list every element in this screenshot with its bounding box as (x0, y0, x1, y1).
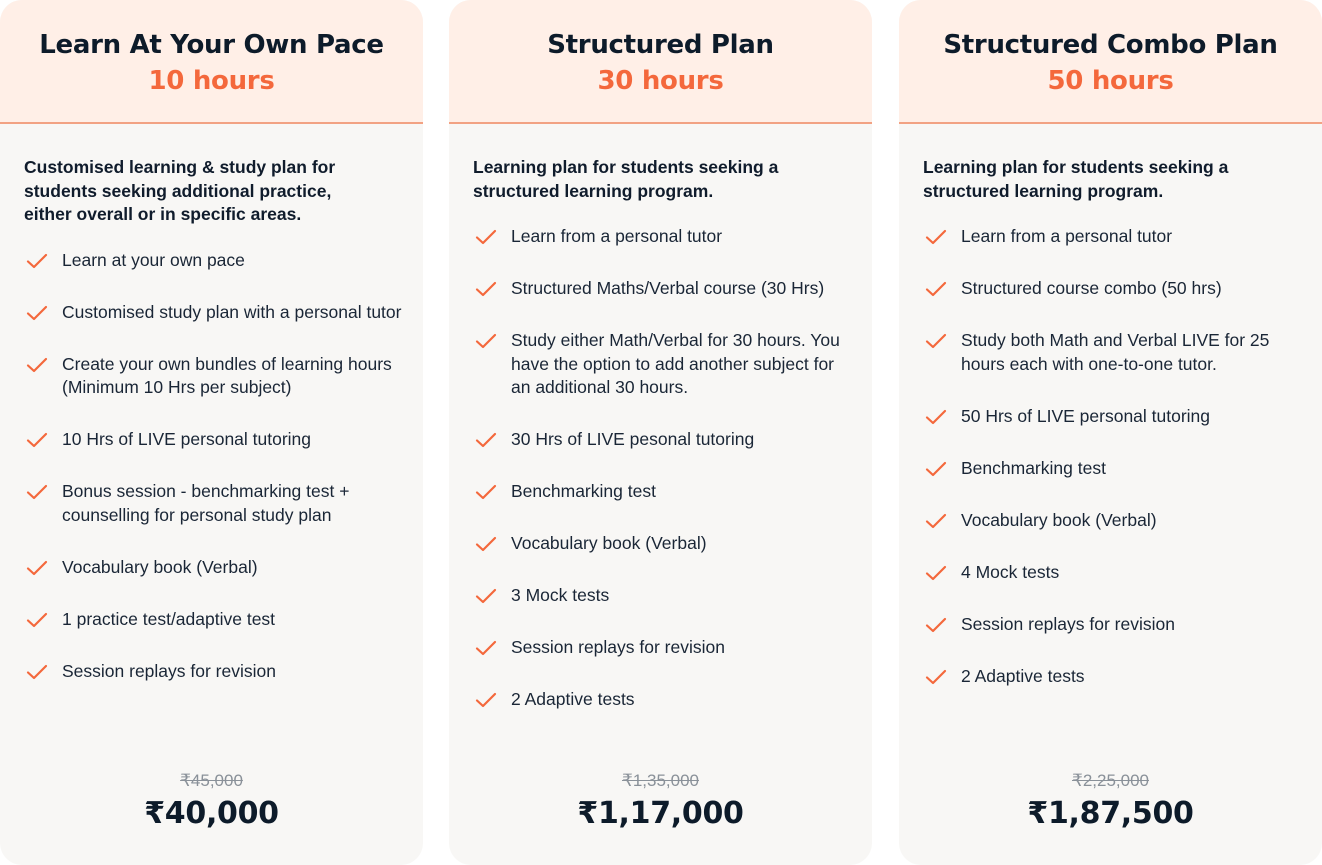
feature-text: Vocabulary book (Verbal) (511, 533, 707, 553)
check-icon (26, 305, 48, 321)
feature-item (24, 353, 402, 400)
check-icon (925, 617, 947, 633)
check-icon (925, 669, 947, 685)
check-icon (475, 333, 497, 349)
plan-description: Learning plan for students seeking a structured learning program. (473, 157, 779, 201)
feature-text: 3 Mock tests (511, 585, 610, 605)
feature-text: Vocabulary book (Verbal) (62, 556, 258, 577)
feature-item (473, 277, 851, 301)
feature-text: 4 Mock tests (961, 561, 1060, 582)
feature-item (923, 561, 1301, 585)
feature-text: Learn at your own pace (62, 249, 245, 270)
current-price: ₹1,87,500 (1027, 796, 1194, 831)
plan-hours: 30 hours (597, 66, 724, 96)
feature-text: Learn from a personal tutor (961, 226, 1173, 246)
plan-hours: 10 hours (148, 66, 275, 96)
feature-item (923, 665, 1301, 689)
current-price: ₹40,000 (144, 796, 279, 831)
plan-header (0, 0, 423, 124)
plan-hours: 50 hours (1047, 66, 1174, 96)
feature-item (473, 636, 851, 660)
feature-text: Benchmarking test (961, 457, 1106, 478)
plan-title: Learn At Your Own Pace (39, 30, 384, 60)
feature-item (24, 480, 402, 527)
plan-body (899, 124, 1322, 688)
feature-item (923, 405, 1301, 429)
check-icon (925, 461, 947, 477)
feature-list (473, 225, 848, 712)
feature-item (923, 613, 1301, 637)
check-icon (26, 484, 48, 500)
feature-text: Structured Maths/Verbal course (30 Hrs) (511, 278, 825, 298)
feature-text: Structured course combo (50 hrs) (961, 278, 1222, 298)
check-icon (26, 432, 48, 448)
feature-text: 10 Hrs of LIVE personal tutoring (62, 429, 312, 449)
feature-text: Bonus session - benchmarking test + counselling for personal study plan (62, 481, 350, 525)
check-icon (925, 513, 947, 529)
feature-item (473, 532, 851, 556)
check-icon (475, 229, 497, 245)
feature-text: 2 Adaptive tests (511, 689, 635, 709)
feature-text: Study either Math/Verbal for 30 hours. You have the option to add another subject for an additional 30 hours. (511, 330, 840, 397)
plan-header (449, 0, 872, 124)
plan-body (449, 124, 872, 712)
feature-text: Session replays for revision (961, 613, 1175, 634)
original-price: ₹45,000 (180, 771, 243, 790)
check-icon (26, 560, 48, 576)
check-icon (925, 229, 947, 245)
feature-text: Vocabulary book (Verbal) (961, 509, 1157, 530)
feature-list (24, 249, 402, 684)
feature-text: 2 Adaptive tests (961, 665, 1085, 686)
feature-list (923, 225, 1298, 688)
check-icon (925, 565, 947, 581)
check-icon (475, 640, 497, 656)
plan-description: Learning plan for students seeking a structured learning program. (923, 157, 1229, 201)
check-icon (475, 692, 497, 708)
feature-item (473, 480, 851, 504)
check-icon (26, 612, 48, 628)
feature-text: Benchmarking test (511, 481, 656, 501)
feature-item (923, 329, 1301, 376)
check-icon (475, 281, 497, 297)
feature-text: 50 Hrs of LIVE personal tutoring (961, 405, 1211, 426)
feature-text: Learn from a personal tutor (511, 226, 723, 246)
feature-text: Session replays for revision (62, 660, 276, 681)
plan-card-structured[interactable] (449, 0, 872, 865)
feature-item (923, 225, 1301, 249)
feature-item (923, 277, 1301, 301)
feature-text: Create your own bundles of learning hours (Minimum 10 Hrs per subject) (62, 353, 392, 397)
feature-item (473, 688, 851, 712)
check-icon (475, 484, 497, 500)
check-icon (475, 536, 497, 552)
plan-card-self-paced[interactable] (0, 0, 423, 865)
feature-item (923, 509, 1301, 533)
feature-item (473, 584, 851, 608)
feature-item (24, 301, 402, 325)
price-block (899, 770, 1322, 834)
feature-item (473, 225, 851, 249)
check-icon (475, 588, 497, 604)
plan-card-structured-combo[interactable] (899, 0, 1322, 865)
feature-item (24, 556, 402, 580)
check-icon (26, 253, 48, 269)
feature-text: Session replays for revision (511, 637, 725, 657)
plan-description: Customised learning & study plan for students seeking additional practice, either overall or in specific areas. (24, 157, 336, 224)
plan-title: Structured Combo Plan (943, 30, 1278, 60)
original-price: ₹2,25,000 (1072, 771, 1149, 790)
feature-text: 1 practice test/adaptive test (62, 608, 276, 629)
feature-item (24, 249, 402, 273)
plan-header (899, 0, 1322, 124)
current-price: ₹1,17,000 (577, 796, 744, 831)
original-price: ₹1,35,000 (622, 771, 699, 790)
check-icon (925, 281, 947, 297)
feature-item (473, 428, 851, 452)
feature-text: 30 Hrs of LIVE pesonal tutoring (511, 429, 755, 449)
plan-body (0, 124, 423, 683)
price-block (0, 770, 423, 834)
feature-item (473, 329, 851, 400)
check-icon (925, 409, 947, 425)
feature-item (923, 457, 1301, 481)
feature-text: Customised study plan with a personal tutor (62, 301, 402, 322)
feature-item (24, 428, 402, 452)
plan-title: Structured Plan (547, 30, 774, 60)
check-icon (26, 664, 48, 680)
check-icon (475, 432, 497, 448)
feature-item (24, 660, 402, 684)
check-icon (925, 333, 947, 349)
check-icon (26, 357, 48, 373)
price-block (449, 770, 872, 834)
feature-item (24, 608, 402, 632)
feature-text: Study both Math and Verbal LIVE for 25 hours each with one-to-one tutor. (961, 330, 1270, 374)
